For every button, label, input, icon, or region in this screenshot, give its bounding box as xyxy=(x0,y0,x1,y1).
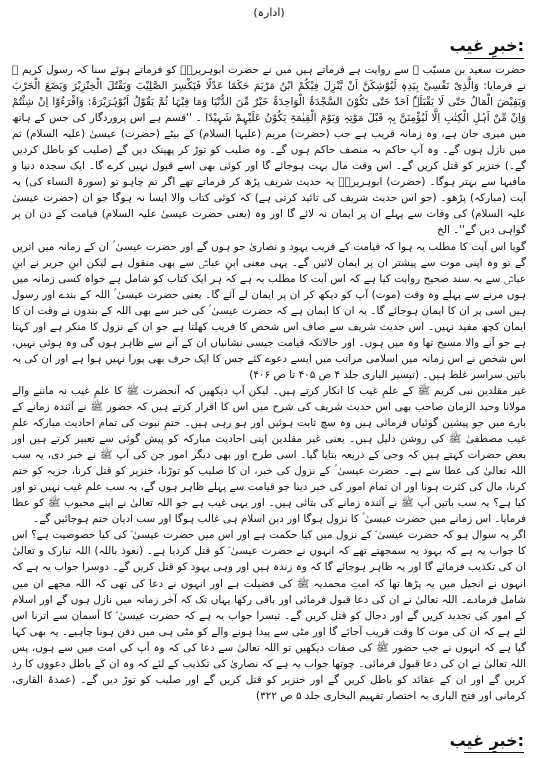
paragraph-commentary: گویا اس آیت کا مطلب یہ ہوا کہ قیامت کے قریب یہود و نصاریٰ جو ہوں گے اور حضرت عیسیٰ ؑ ان کے زمانہ میں اتریں گے تو وہ اپنی موت سے پیشتر ان پر ایمان لائیں گے۔ یہی معنی ابنِ عباسؓ سے بھی منقول ہے لیکن ابنِ جریر نے ابنِ عباسؓ سے بہ سند صحیح روایت کیا ہے کہ اس آیت کا مطلب یہ ہے کہ ہر ایک کتاب کو شامل ہے خواہ کسی زمانہ میں ہوں مرنے سے پہلے وہ وقت (موت) آپ کو دیکھ کر ان پر ایمان لے آئے گا۔ یعنی حضرت عیسیٰ ؑ اللہ کے بندے اور رسول ہیں اسی پر ان کا ایمان ہوجائے گا۔ یہ ان کا ایمان ہے کہ حضرت عیسیٰ ؑ کی خبر سے بھی اللہ کے بندوں نے وقت ان کا ایمان کچھ مفید نہیں۔ اس حدیث شریف سے صاف اس شخص کا فریب کھلتا ہے جو ان کے نزول کا منکر ہے اور کہتا ہے جو آنے والا مسیح تھا وہ میں ہوں۔ اور حالانکہ قیامت جیسی نشانیاں ان کے آنے سے ظاہر ہوں گی وہ ہوئی نہیں، اس شخص نے اس زمانہ میں اسلامی مراتب میں ایسے دعوے کئے جس کا ایک حرف بھی پورا نہیں ہوا ہے اور ان کی یہ باتیں سراسر غلط ہیں۔ (تیسیر الباری جلد ۴ ص ۴۰۵ تا ص ۴۰۶) xyxy=(12,240,526,381)
publisher-tag: (ادارہ) xyxy=(253,6,285,19)
heading-underline xyxy=(464,58,524,59)
paragraph-ilm-e-ghaib: غیر مقلدین نبی کریم ﷺ کے علمِ غیب کا انکار کرتے ہیں۔ لیکن آپ دیکھیں کہ آنحضرت ﷺ کا علمِ غیب نہ ماننے والے مولانا وحید الزمان صاحب بھی اس حدیث شریف کی شرح میں اس کا اقرار کرتے ہیں کہ حضور ﷺ نے آئندہ زمانے کے بارے میں جو پیشین گوئیاں فرمائی ہیں وہ سچ ثابت ہوئیں اور ہو رہی ہیں۔ ختمِ نبوت کی تمام احادیث مبارکہ علمِ غیب مصطفیٰ ﷺ کی روشن دلیل ہیں۔ یعنی غیر مقلدین اپنی احادیث مبارکہ کو پیش گوئی سے تعبیر کرتے ہیں اور بعض حضرات کہتے ہیں کہ وحی کے ذریعہ بتایا گیا۔ اسی طرح اور بھی دیگر امور جن کی آپ ﷺ نے خبر دی، یہ سب اللہ تعالیٰ کی عطا سے ہے۔ حضرت عیسیٰ ؑ کے نزول کی خبر، ان کا صلیب کو توڑنا، خنزیر کو قتل کرنا، جزیہ کو ختم کرنا، مال کی کثرت ہونا اور ان تمام امور کی خبر دینا جو قیامت سے پہلے ظاہر ہوں گے، یہ سب علمِ غیب نہیں تو اور کیا ہے؟ یہ سب باتیں آپ ﷺ نے آئندہ زمانے کی بتائی ہیں۔ اور یہی غیب ہے جو اللہ تعالیٰ نے اپنے محبوب ﷺ کو عطا فرمایا۔ اس زمانے میں حضرت عیسیٰ ؑ کا نزول ہوگا اور دین اسلام ہی غالب ہوگا اور سب ادیان ختم ہوجائیں گے۔ xyxy=(12,384,526,526)
section-heading-next: خبرِ غیب: xyxy=(449,731,524,750)
section-heading: خبرِ غیب: xyxy=(449,36,524,55)
paragraph-hadith: حضرت سعید بن مسیّب ؓ سے روایت ہے فرماتے ہیں میں نے حضرت ابوہریرہؓ کو فرماتے ہوئے سنا کہ رسول کریم ﷺ نے فرمایا: وَالَّذِیْ نَفْسِیْ بِیَدِہٖ لَیُوْشِکَنَّ اَنْ یَّنْزِلَ فِیْکُمْ ابْنُ مَرْیَمَ حَکَمًا عَدْلًا فَیَکْسِرَ الصَّلِیْبَ وَیَقْتُلَ الْخِنْزِیْرَ وَیَضَعَ الْحَرْبَ وَیَفِیْضَ الْمَالُ حَتّٰی لَا یَقْبَلَہٗ اَحَدٌ حَتّٰی تَکُوْنَ السَّجْدَۃُ الْوَاحِدَۃُ خَیْرٌ مِّنَ الدُّنْیَا وَمَا فِیْہَا ثُمَّ یَقُوْلُ اَبُوْہُرَیْرَۃَ: وَاقْرَءُوْا اِنْ شِئْتُمْ وَاِنْ مِّنْ اَہْلِ الْکِتٰبِ اِلَّا لَیُؤْمِنَنَّ بِہٖ قَبْلَ مَوْتِہٖ وَیَوْمَ الْقِیٰمَۃِ یَکُوْنُ عَلَیْہِمْ شَہِیْدًا ۔ ''قسم ہے اس پروردگار کی جس کے ہاتھ میں میری جان ہے، وہ زمانہ قریب ہے جب (حضرت) مریم (علیہا السلام) کے بیٹے (حضرت) عیسیٰ (علیہ السلام) تم میں نازل ہوں گے۔ وہ آپ حاکم بہ منصف حاکم ہوں گے۔ وہ صلیب کو توڑ کر پھینک دیں گے (صلیب کو باطل کردیں گے۔) خنزیر کو قتل کریں گے۔ اس وقت مال بہت ہوجائے گا اور کوئی بھی اسے قبول نہیں کرے گا۔ ایک سجدہ دنیا و مافیہا سے بہتر ہوگا۔ (حضرت) ابوہریرہؓ یہ حدیث شریف پڑھ کر فرماتے تھے اگر تم چاہو تو (سورۃ النساء کی) یہ آیت (مبارکہ) پڑھو۔ (جو اس حدیث شریف کی تائید کرتی ہے) کہ کوئی کتاب والا ایسا نہ ہوگا جو ان (حضرت عیسیٰ علیہ السلام) کی وفات سے پہلے ان پر ایمان نہ لائے گا اور وہ (یعنی حضرت عیسیٰ علیہ السلام) قیامت کے دن ان پر گواہی دیں گے''۔ الخ xyxy=(12,64,526,237)
paragraph-hikmat: اگر یہ سوال ہو کہ حضرت عیسیٰ ؑ کے نزول میں کیا حکمت ہے اور اس میں حضرت عیسیٰ ؑ کی کیا خصوصیت ہے؟ اس کا جواب یہ ہے کہ یہود یہ سمجھتے تھے کہ انہوں نے حضرت عیسیٰ ؑ کو قتل کردیا ہے۔ (نعوذ باللہ) اللہ تبارک و تعالیٰ ان کی تکذیب فرمائے گا اور یہ ظاہر ہوجائے گا کہ وہ زندہ ہیں اور وہی یہود کو قتل کریں گے۔ دوسرا جواب یہ ہے کہ انہوں نے انجیل میں یہ پڑھا تھا کہ امتِ محمدیہ ﷺ کی فضیلت ہے اور انہوں نے دعا کی تھی کہ اللہ مجھے ان میں شامل فرمادے۔ اللہ تعالیٰ نے ان کی دعا قبول فرمائی اور باقی رکھا یہاں تک کہ آخر زمانہ میں نازل ہوں گے اور اسلام کے امور کی تجدید کریں گے اور دجال کو قتل کریں گے۔ تیسرا جواب یہ ہے کہ حضرت عیسیٰ ؑ کا آسمان سے اترنا اس لئے ہے کہ ان کی موت کا وقت قریب آجائے گا اور مٹی سے پیدا ہونے والے کو مٹی ہی میں دفن ہونا چاہیے۔ یہ بھی کہا گیا ہے کہ انہوں نے جب حضور ﷺ کی صفات دیکھیں تو اللہ تعالیٰ سے دعا کی کہ وہ آپ کی امت میں سے ہوں، پس اللہ تعالیٰ نے ان کی دعا قبول فرمائی۔ چوتھا جواب یہ ہے کہ نصاریٰ کی تکذیب کے لئے کہ وہ ان کے باطل دعووں کا رد کریں گے اور ان کے عقائد کو باطل کریں گے اور خنزیر کو قتل کریں گے اور صلیب کو توڑ دیں گے۔ (عمدۃ القاری، کرمانی اور فتح الباری بہ اختصار تفہیم البخاری جلد ۵ ص ۳۲۲) xyxy=(12,529,526,702)
heading-underline-next xyxy=(464,752,524,753)
article-body xyxy=(12,62,526,704)
